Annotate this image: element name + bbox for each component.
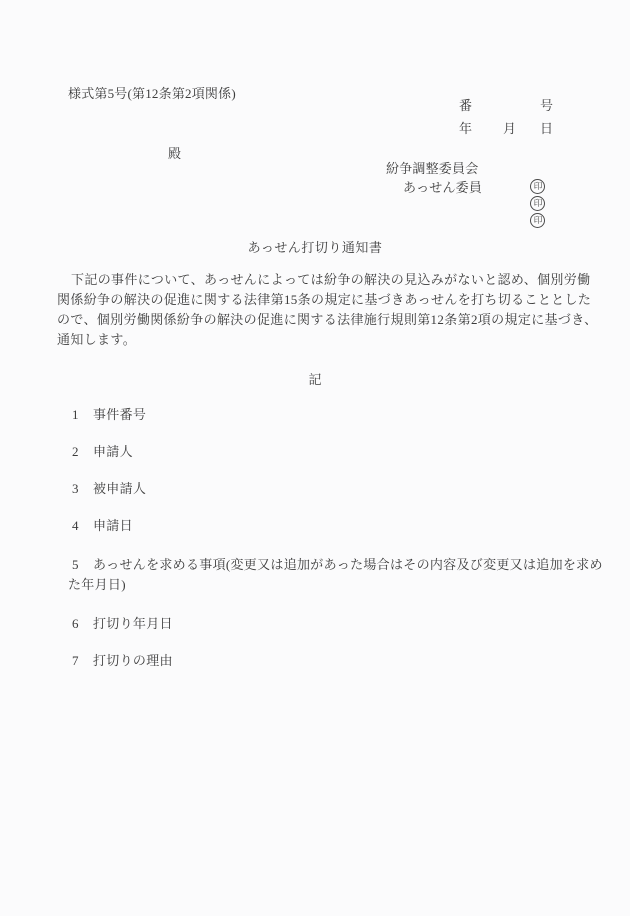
item-label: 申請日 [93,518,133,533]
list-item-case-number [72,408,146,422]
form-number: 様式第5号(第12条第2項関係) [68,86,236,101]
list-item-application-date [72,519,133,533]
seal-character: 印 [533,215,542,225]
item-number: 7 [72,653,79,668]
seal-character: 印 [533,198,542,208]
doc-number-label-gou: 号 [540,98,554,113]
body-paragraph [57,270,598,350]
seal-stamp-icon [530,213,545,228]
item-label: 被申請人 [93,481,147,496]
body-line: 関係紛争の解決の促進に関する法律第15条の規定に基づきあっせんを打ち切ることとした [57,292,592,307]
item-label: あっせんを求める事項(変更又は追加があった場合はその内容及び変更又は追加を求め [93,557,603,572]
date-label-month: 月 [503,121,517,136]
body-line: 下記の事件について、あっせんによっては紛争の解決の見込みがないと認め、個別労働 [71,272,591,287]
list-item-discontinuation-date [72,617,173,631]
document-title: あっせん打切り通知書 [247,240,383,255]
list-item-mediation-matters-continuation: た年月日) [68,577,126,592]
addressee-honorific: 殿 [168,146,182,161]
item-number: 1 [72,407,79,422]
date-label-day: 日 [540,121,554,136]
list-item-mediation-matters [72,558,603,572]
item-number: 3 [72,481,79,496]
seal-stamp-icon [530,179,545,194]
item-number: 2 [72,444,79,459]
doc-number-label-ban: 番 [459,98,473,113]
body-line: 通知します。 [57,332,137,347]
date-label-year: 年 [459,121,473,136]
item-label: 申請人 [93,444,133,459]
item-number: 4 [72,518,79,533]
item-label: 事件番号 [93,407,147,422]
item-number: 6 [72,616,79,631]
list-item-respondent [72,482,146,496]
item-number: 5 [72,557,79,572]
seal-character: 印 [533,181,542,191]
committee-name: 紛争調整委員会 [386,161,479,176]
item-label: 打切りの理由 [93,653,173,668]
seal-stamp-icon [530,196,545,211]
list-item-applicant [72,445,133,459]
item-label: 打切り年月日 [93,616,173,631]
mediator-label: あっせん委員 [403,180,483,195]
record-heading: 記 [308,372,322,387]
body-line: ので、個別労働関係紛争の解決の促進に関する法律施行規則第12条第2項の規定に基づき、 [57,312,598,327]
list-item-discontinuation-reason [72,654,173,668]
